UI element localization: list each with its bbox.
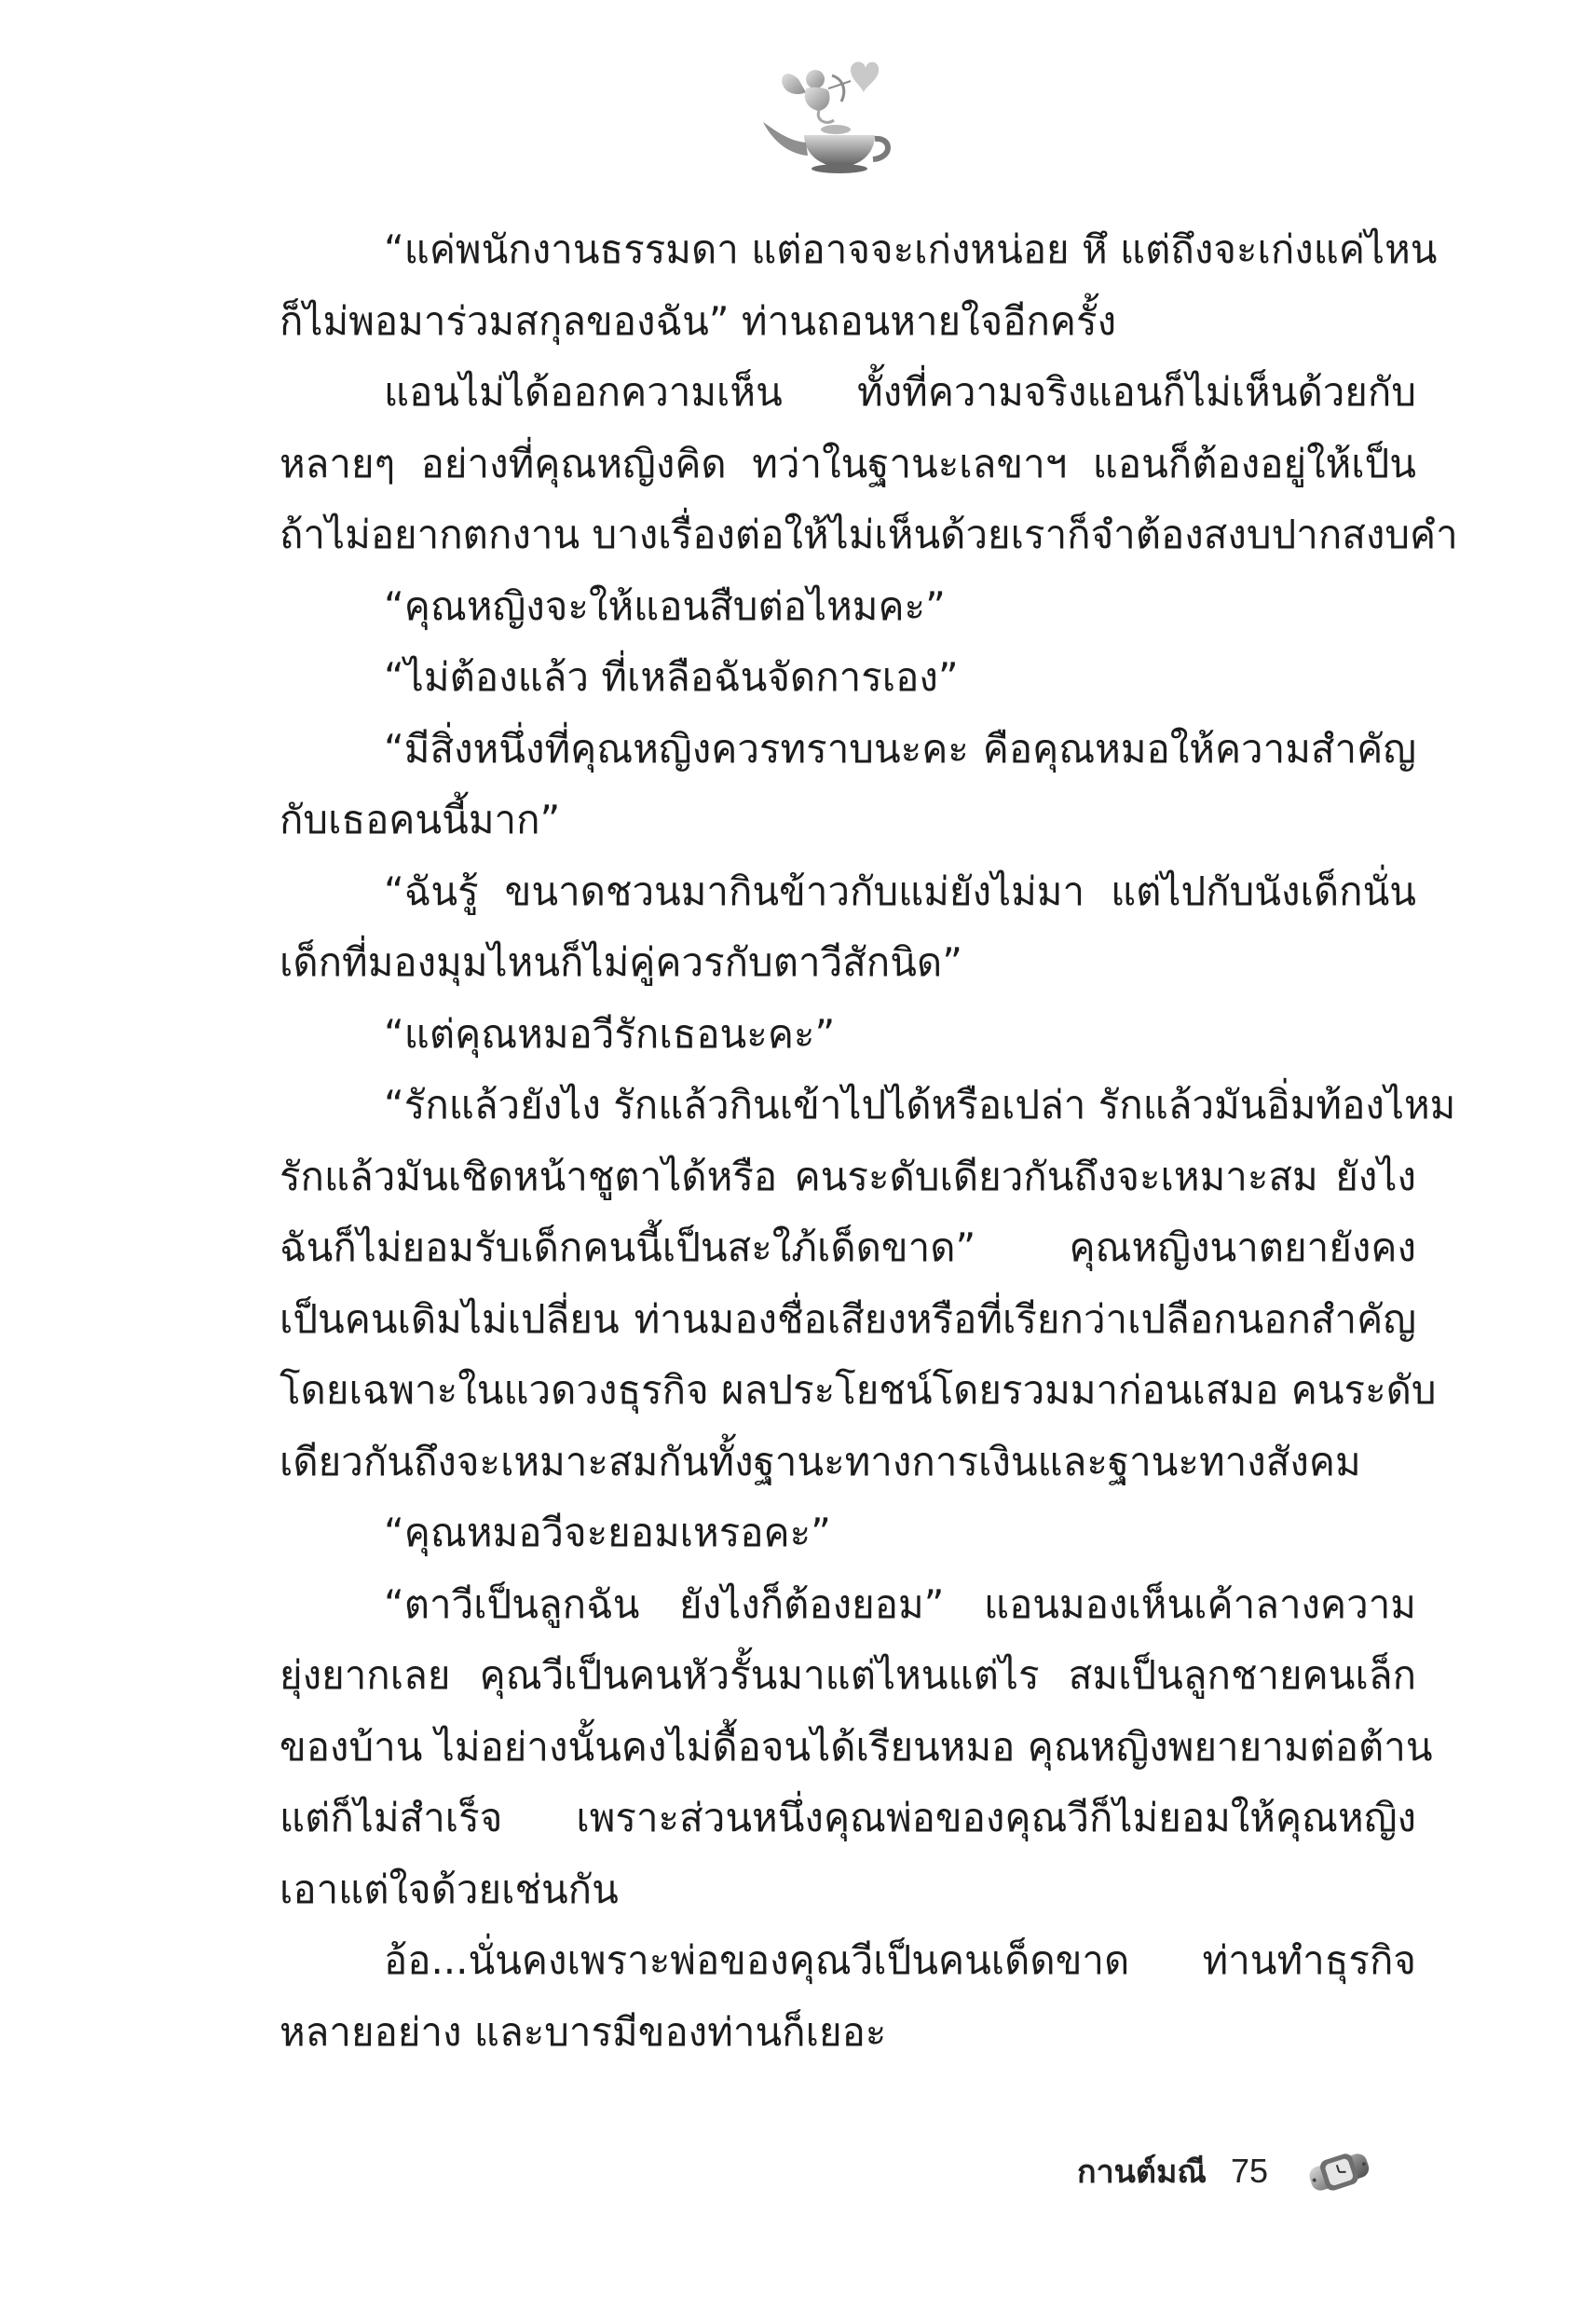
- text-line: กับเธอคนนี้มาก”: [280, 797, 561, 842]
- text-line: แอนไม่ได้ออกความเห็น ทั้งที่ความจริงแอนก็ไม่เห็นด้วยกับ: [384, 369, 1416, 415]
- text-line: “แต่คุณหมอวีรักเธอนะคะ”: [384, 1010, 836, 1057]
- text-line: ก็ไม่พอมาร่วมสกุลของฉัน” ท่านถอนหายใจอีกครั้ง: [280, 297, 1117, 344]
- text-line: “แค่พนักงานธรรมดา แต่อาจจะเก่งหน่อย หึ แต่ถึงจะเก่งแค่ไหน: [384, 226, 1438, 272]
- page-footer: [1077, 2143, 1372, 2199]
- text-line: แต่ก็ไม่สำเร็จ เพราะส่วนหนึ่งคุณพ่อของคุณวีก็ไม่ยอมให้คุณหญิง: [280, 1795, 1416, 1840]
- text-line: หลายอย่าง และบารมีของท่านก็เยอะ: [280, 2008, 887, 2055]
- text-line: เอาแต่ใจด้วยเช่นกัน: [280, 1866, 619, 1912]
- text-line: “ไม่ต้องแล้ว ที่เหลือฉันจัดการเอง”: [384, 654, 959, 700]
- text-line: หลายๆ อย่างที่คุณหญิงคิด ทว่าในฐานะเลขาฯ แอนก็ต้องอยู่ให้เป็น: [280, 440, 1416, 486]
- text-line: เป็นคนเดิมไม่เปลี่ยน ท่านมองชื่อเสียงหรือที่เรียกว่าเปลือกนอกสำคัญ: [280, 1295, 1416, 1342]
- page-number: 75: [1230, 2152, 1268, 2190]
- text-line: ของบ้าน ไม่อย่างนั้นคงไม่ดื้อจนได้เรียนหมอ คุณหญิงพยายามต่อต้าน: [280, 1723, 1433, 1770]
- text-line: “ฉันรู้ ขนาดชวนมากินข้าวกับแม่ยังไม่มา แต่ไปกับนังเด็กนั่น: [384, 868, 1416, 914]
- text-line: ยุ่งยากเลย คุณวีเป็นคนหัวรั้นมาแต่ไหนแต่ไร สมเป็นลูกชายคนเล็ก: [280, 1652, 1416, 1698]
- text-line: รักแล้วมันเชิดหน้าชูตาได้หรือ คนระดับเดียวกันถึงจะเหมาะสม ยังไง: [280, 1153, 1416, 1199]
- text-line: “มีสิ่งหนึ่งที่คุณหญิงควรทราบนะคะ คือคุณหมอให้ความสำคัญ: [384, 725, 1416, 772]
- text-line: ฉันก็ไม่ยอมรับเด็กคนนี้เป็นสะใภ้เด็ดขาด” คุณหญิงนาตยายังคง: [280, 1224, 1416, 1270]
- text-line: โดยเฉพาะในแวดวงธุรกิจ ผลประโยชน์โดยรวมมาก่อนเสมอ คนระดับ: [280, 1367, 1437, 1413]
- cupid-teapot-icon: [750, 51, 908, 177]
- watch-icon: [1305, 2145, 1372, 2197]
- story-text: [280, 214, 1458, 2068]
- text-line: “รักแล้วยังไง รักแล้วกินเข้าไปได้หรือเปล่า รักแล้วมันอิ่มท้องไหม: [384, 1082, 1456, 1128]
- text-line: อ้อ...นั่นคงเพราะพ่อของคุณวีเป็นคนเด็ดขาด ท่านทำธุรกิจ: [384, 1937, 1416, 1983]
- text-line: “ตาวีเป็นลูกฉัน ยังไงก็ต้องยอม” แอนมองเห็นเค้าลางความ: [384, 1580, 1416, 1627]
- book-title: กานต์มณี: [1076, 2154, 1207, 2191]
- text-line: เดียวกันถึงจะเหมาะสมกันทั้งฐานะทางการเงินและฐานะทางสังคม: [280, 1438, 1361, 1484]
- text-line: ถ้าไม่อยากตกงาน บางเรื่องต่อให้ไม่เห็นด้วยเราก็จำต้องสงบปากสงบคำ: [280, 512, 1458, 557]
- text-line: “คุณหญิงจะให้แอนสืบต่อไหมคะ”: [384, 582, 946, 629]
- text-line: “คุณหมอวีจะยอมเหรอคะ”: [384, 1510, 831, 1555]
- text-line: เด็กที่มองมุมไหนก็ไม่คู่ควรกับตาวีสักนิด”: [280, 939, 962, 985]
